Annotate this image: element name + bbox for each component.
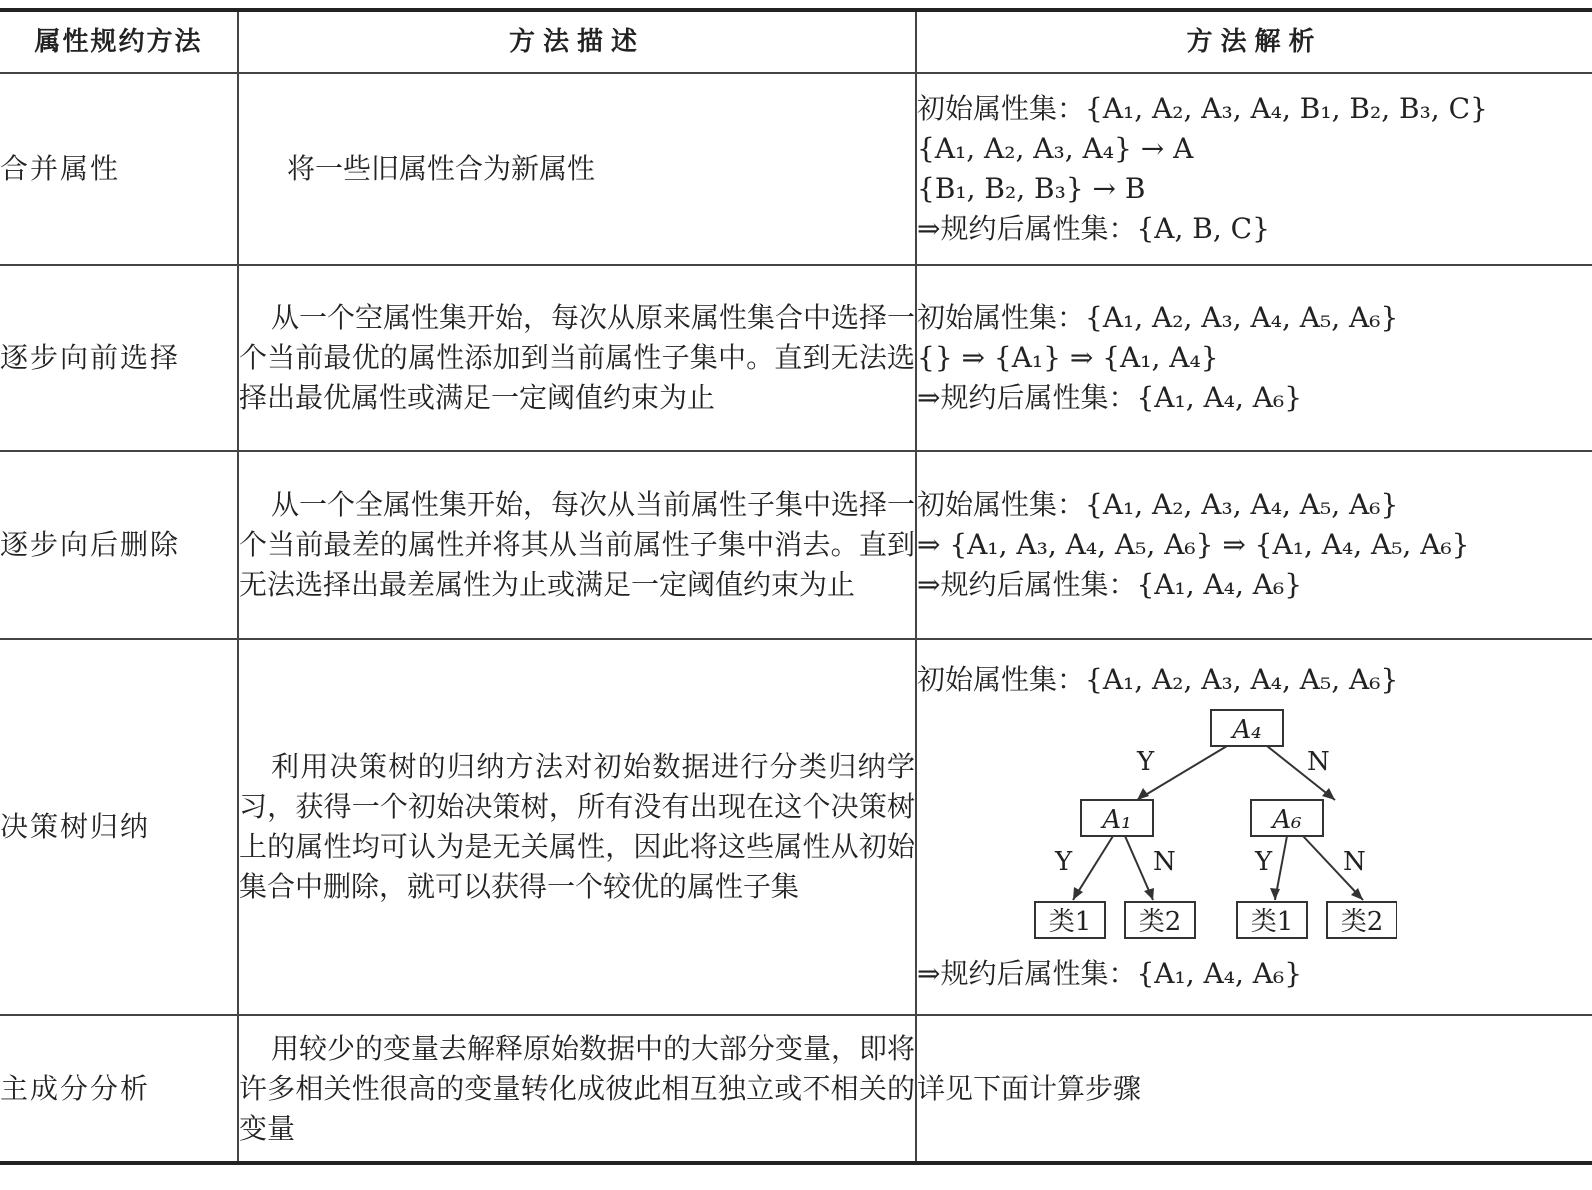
arrowhead xyxy=(1322,788,1335,800)
analysis-line: ⇒规约后属性集：{A₁, A₄, A₆} xyxy=(917,381,1303,414)
analysis-line: ⇒规约后属性集：{A₁, A₄, A₆} xyxy=(917,568,1303,601)
table-row xyxy=(0,639,1592,1015)
edge-label-no: N xyxy=(1343,847,1366,877)
analysis-line: 初始属性集：{A₁, A₂, A₃, A₄, A₅, A₆} xyxy=(917,663,1399,696)
analysis-line: {} ⇒ {A₁} ⇒ {A₁, A₄} xyxy=(917,341,1219,374)
method-description: 从一个全属性集开始，每次从当前属性子集中选择一个当前最差的属性并将其从当前属性子集中消去。直到无法选择出最差属性为止或满足一定阈值约束为止 xyxy=(238,451,916,639)
tree-leaf-label: 类2 xyxy=(1340,907,1384,937)
method-description: 从一个空属性集开始，每次从原来属性集合中选择一个当前最优的属性添加到当前属性子集中。直到无法选择出最优属性或满足一定阈值约束为止 xyxy=(238,265,916,451)
tree-leaf-label: 类1 xyxy=(1048,907,1092,937)
analysis-line: 初始属性集：{A₁, A₂, A₃, A₄, A₅, A₆} xyxy=(917,488,1399,521)
arrowhead xyxy=(1270,888,1280,900)
method-analysis xyxy=(916,265,1592,451)
tree-leaf-label: 类2 xyxy=(1138,907,1182,937)
method-name: 主成分分析 xyxy=(0,1015,238,1163)
method-description: 用较少的变量去解释原始数据中的大部分变量，即将许多相关性很高的变量转化成彼此相互独立或不相关的变量 xyxy=(238,1015,916,1163)
method-name: 逐步向后删除 xyxy=(0,451,238,639)
analysis-line: ⇒规约后属性集：{A, B, C} xyxy=(917,212,1270,245)
decision-tree-diagram xyxy=(1017,708,1397,948)
analysis-line: ⇒规约后属性集：{A₁, A₄, A₆} xyxy=(917,957,1303,990)
header-method: 属性规约方法 xyxy=(0,10,238,73)
analysis-line: {B₁, B₂, B₃} → B xyxy=(917,172,1146,205)
table-row xyxy=(0,265,1592,451)
tree-node-left-label: A₁ xyxy=(1102,805,1132,835)
tree-node-right-label: A₆ xyxy=(1272,805,1302,835)
method-name: 逐步向前选择 xyxy=(0,265,238,451)
analysis-line: 详见下面计算步骤 xyxy=(917,1071,1142,1105)
method-analysis xyxy=(916,451,1592,639)
method-analysis xyxy=(916,73,1592,265)
table-row xyxy=(0,1015,1592,1163)
edge-label-yes: Y xyxy=(1055,847,1073,877)
tree-leaf-label: 类1 xyxy=(1250,907,1294,937)
analysis-line: 初始属性集：{A₁, A₂, A₃, A₄, B₁, B₂, B₃, C} xyxy=(917,92,1488,125)
edge-label-yes: Y xyxy=(1255,847,1273,877)
method-name: 决策树归纳 xyxy=(0,639,238,1015)
tree-node-root-label: A₄ xyxy=(1232,715,1262,745)
analysis-line: {A₁, A₂, A₃, A₄} → A xyxy=(917,132,1194,165)
analysis-line: 初始属性集：{A₁, A₂, A₃, A₄, A₅, A₆} xyxy=(917,301,1399,334)
method-analysis xyxy=(916,639,1592,1015)
arrowhead xyxy=(1073,887,1083,900)
edge-label-no: N xyxy=(1153,847,1176,877)
arrowhead xyxy=(1144,888,1154,900)
method-analysis xyxy=(916,1015,1592,1163)
table-header-row xyxy=(0,10,1592,73)
table-row xyxy=(0,451,1592,639)
method-description: 利用决策树的归纳方法对初始数据进行分类归纳学习，获得一个初始决策树，所有没有出现在这个决策树上的属性均可认为是无关属性，因此将这些属性从初始集合中删除，就可以获得一个较优的属性子集 xyxy=(238,639,916,1015)
arrowhead xyxy=(1137,788,1149,800)
analysis-line: ⇒ {A₁, A₃, A₄, A₅, A₆} ⇒ {A₁, A₄, A₅, A₆} xyxy=(917,528,1470,561)
attribute-reduction-table xyxy=(0,8,1592,1165)
header-description: 方法描述 xyxy=(238,10,916,73)
edge-label-yes: Y xyxy=(1137,747,1155,777)
edge-label-no: N xyxy=(1307,747,1330,777)
method-name: 合并属性 xyxy=(0,73,238,265)
table-row xyxy=(0,73,1592,265)
header-analysis: 方法解析 xyxy=(916,10,1592,73)
method-description: 将一些旧属性合为新属性 xyxy=(238,73,916,265)
